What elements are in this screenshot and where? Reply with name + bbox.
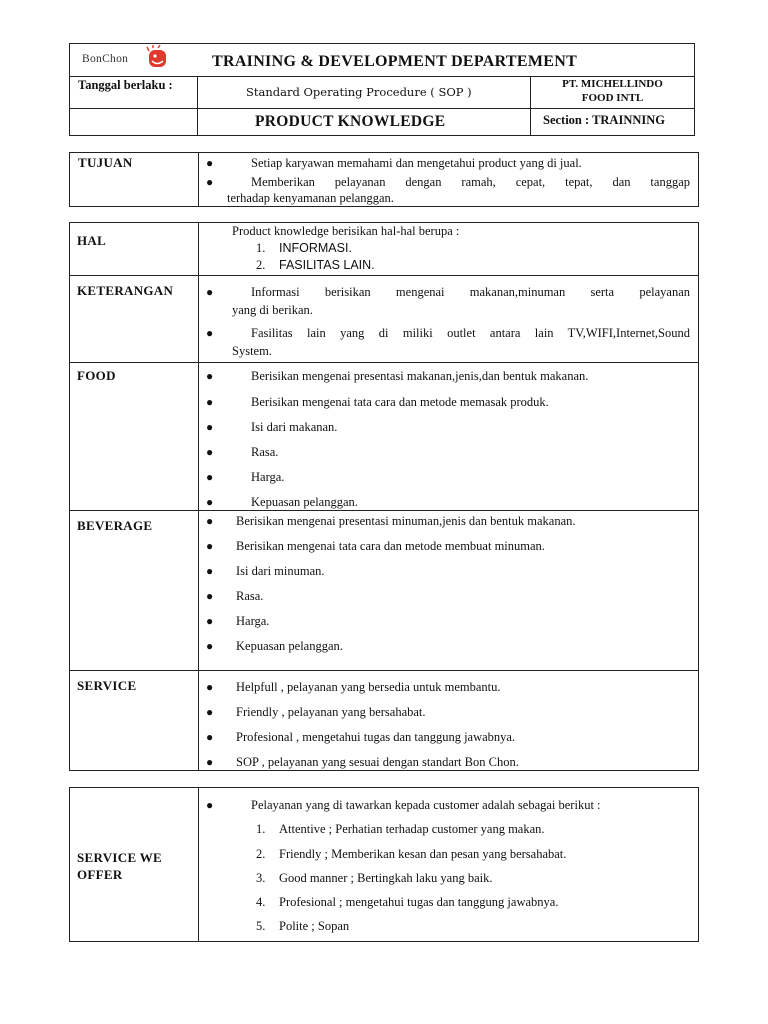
offer-item: 5. Polite ; Sopan: [256, 919, 350, 933]
service-label: SERVICE: [77, 678, 137, 693]
offer-num: 3.: [256, 871, 266, 885]
hal-item-1: 1. INFORMASI.: [256, 241, 352, 255]
keterangan-item-1-cont: yang di berikan.: [232, 303, 313, 317]
bonchon-logo: [80, 45, 175, 73]
department-title: TRAINING & DEVELOPMENT DEPARTEMENT: [212, 53, 578, 70]
doc-type: Standard Operating Procedure ( SOP ): [246, 85, 472, 99]
logo-mark-icon: [146, 45, 170, 71]
bullet-icon: ●: [206, 285, 214, 299]
company-line-1: PT. MICHELLINDO: [562, 78, 663, 90]
offer-item: 3. Good manner ; Bertingkah laku yang baik.: [256, 871, 493, 885]
offer-num: 5.: [256, 919, 266, 933]
bullet-icon: ●: [206, 395, 214, 409]
bullet-icon: ●: [206, 175, 214, 189]
bullet-icon: ●: [206, 564, 214, 578]
bullet-icon: ●: [206, 639, 214, 653]
bullet-icon: ●: [206, 445, 214, 459]
offer-item: 2. Friendly ; Memberikan kesan dan pesan yang bersahabat.: [256, 847, 567, 861]
bullet-icon: ●: [206, 156, 214, 170]
offer-label-line-1: SERVICE WE: [77, 850, 163, 865]
tujuan-label: TUJUAN: [78, 155, 133, 170]
bullet-icon: ●: [206, 755, 214, 769]
offer-item: 4. Profesional ; mengetahui tugas dan tanggung jawabnya.: [256, 895, 559, 909]
offer-label-line-2: OFFER: [77, 867, 123, 882]
keterangan-label: KETERANGAN: [77, 283, 174, 298]
offer-label: [77, 849, 162, 883]
bullet-icon: ●: [206, 705, 214, 719]
hal-label: HAL: [77, 233, 107, 248]
offer-num: 1.: [256, 822, 266, 836]
company-line-2: FOOD INTL: [581, 92, 644, 104]
keterangan-item-2-cont: System.: [232, 344, 272, 358]
hal-num-1: 1.: [256, 241, 266, 255]
bullet-icon: ●: [206, 589, 214, 603]
beverage-label: BEVERAGE: [77, 518, 153, 533]
bullet-icon: ●: [206, 539, 214, 553]
hal-item-2: 2. FASILITAS LAIN.: [256, 258, 375, 272]
logo-brand: BonChon: [82, 53, 129, 65]
hal-intro: Product knowledge berisikan hal-hal berupa :: [232, 224, 460, 238]
bullet-icon: ●: [206, 730, 214, 744]
bullet-icon: ●: [206, 326, 214, 340]
tujuan-item-2-cont: terhadap kenyamanan pelanggan.: [227, 191, 394, 205]
offer-num: 2.: [256, 847, 266, 861]
bullet-icon: ●: [206, 514, 214, 528]
bullet-icon: ●: [206, 420, 214, 434]
offer-num: 4.: [256, 895, 266, 909]
tanggal-label: Tanggal berlaku :: [78, 78, 173, 92]
bullet-icon: ●: [206, 614, 214, 628]
product-knowledge-title: PRODUCT KNOWLEDGE: [255, 113, 446, 130]
offer-item: 1. Attentive ; Perhatian terhadap customer yang makan.: [256, 822, 545, 836]
bullet-icon: ●: [206, 798, 214, 812]
section-label: Section : TRAINNING: [543, 113, 665, 127]
hal-num-2: 2.: [256, 258, 266, 272]
bullet-icon: ●: [206, 470, 214, 484]
company-name: [530, 77, 695, 105]
bullet-icon: ●: [206, 495, 214, 509]
bullet-icon: ●: [206, 680, 214, 694]
bullet-icon: ●: [206, 369, 214, 383]
food-label: FOOD: [77, 368, 116, 383]
